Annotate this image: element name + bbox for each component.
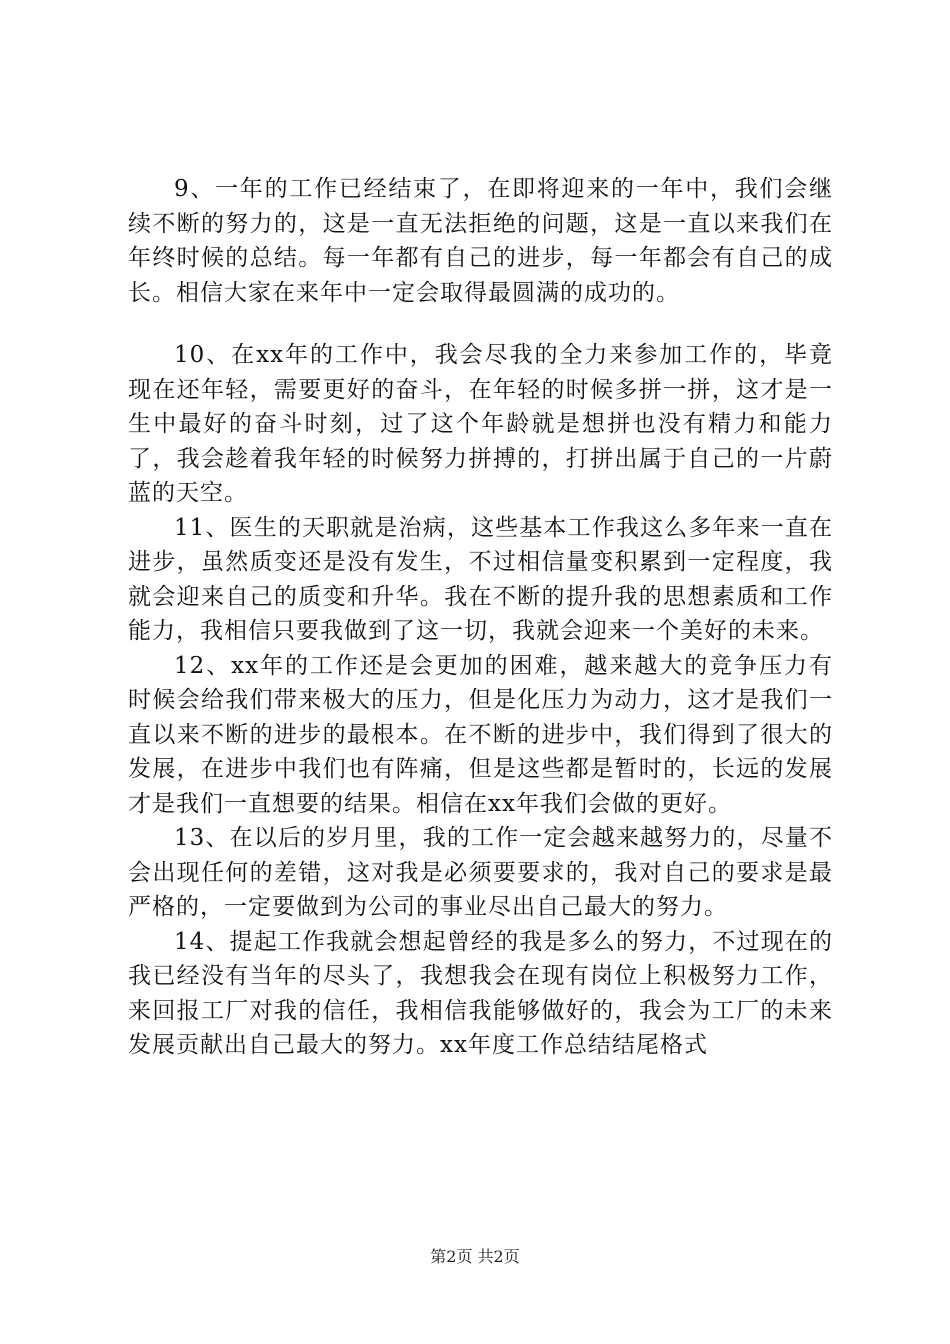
page-footer: 第2页 共2页 [430,1247,520,1266]
paragraph-9: 9、一年的工作已经结束了，在即将迎来的一年中，我们会继续不断的努力的，这是一直无法拒绝的问题，这是一直以来我们在年终时候的总结。每一年都有自己的进步，每一年都会有自己的成长。相信大家在来年中一定会取得最圆满的成功的。 [128,176,833,306]
paragraph-10: 10、在xx年的工作中，我会尽我的全力来参加工作的，毕竟现在还年轻，需要更好的奋斗，在年轻的时候多拼一拼，这才是一生中最好的奋斗时刻，过了这个年龄就是想拼也没有精力和能力了，我会趁着我年轻的时候努力拼搏的，打拼出属于自己的一片蔚蓝的天空。 [128,342,833,506]
document-body [128,172,833,1063]
paragraph-11: 11、医生的天职就是治病，这些基本工作我这么多年来一直在进步，虽然质变还是没有发生，不过相信量变积累到一定程度，我就会迎来自己的质变和升华。我在不断的提升我的思想素质和工作能力，我相信只要我做到了这一切，我就会迎来一个美好的未来。 [128,514,833,644]
paragraph-13: 13、在以后的岁月里，我的工作一定会越来越努力的，尽量不会出现任何的差错，这对我是必须要要求的，我对自己的要求是最严格的，一定要做到为公司的事业尽出自己最大的努力。 [128,825,833,920]
paragraph-14: 14、提起工作我就会想起曾经的我是多么的努力，不过现在的我已经没有当年的尽头了，我想我会在现有岗位上积极努力工作，来回报工厂对我的信任，我相信我能够做好的，我会为工厂的未来发展贡献出自己最大的努力。xx年度工作总结结尾格式 [128,928,833,1058]
paragraph-12: 12、xx年的工作还是会更加的困难，越来越大的竞争压力有时候会给我们带来极大的压力，但是化压力为动力，这才是我们一直以来不断的进步的最根本。在不断的进步中，我们得到了很大的发展，在进步中我们也有阵痛，但是这些都是暂时的，长远的发展才是我们一直想要的结果。相信在xx年我们会做的更好。 [128,652,833,817]
